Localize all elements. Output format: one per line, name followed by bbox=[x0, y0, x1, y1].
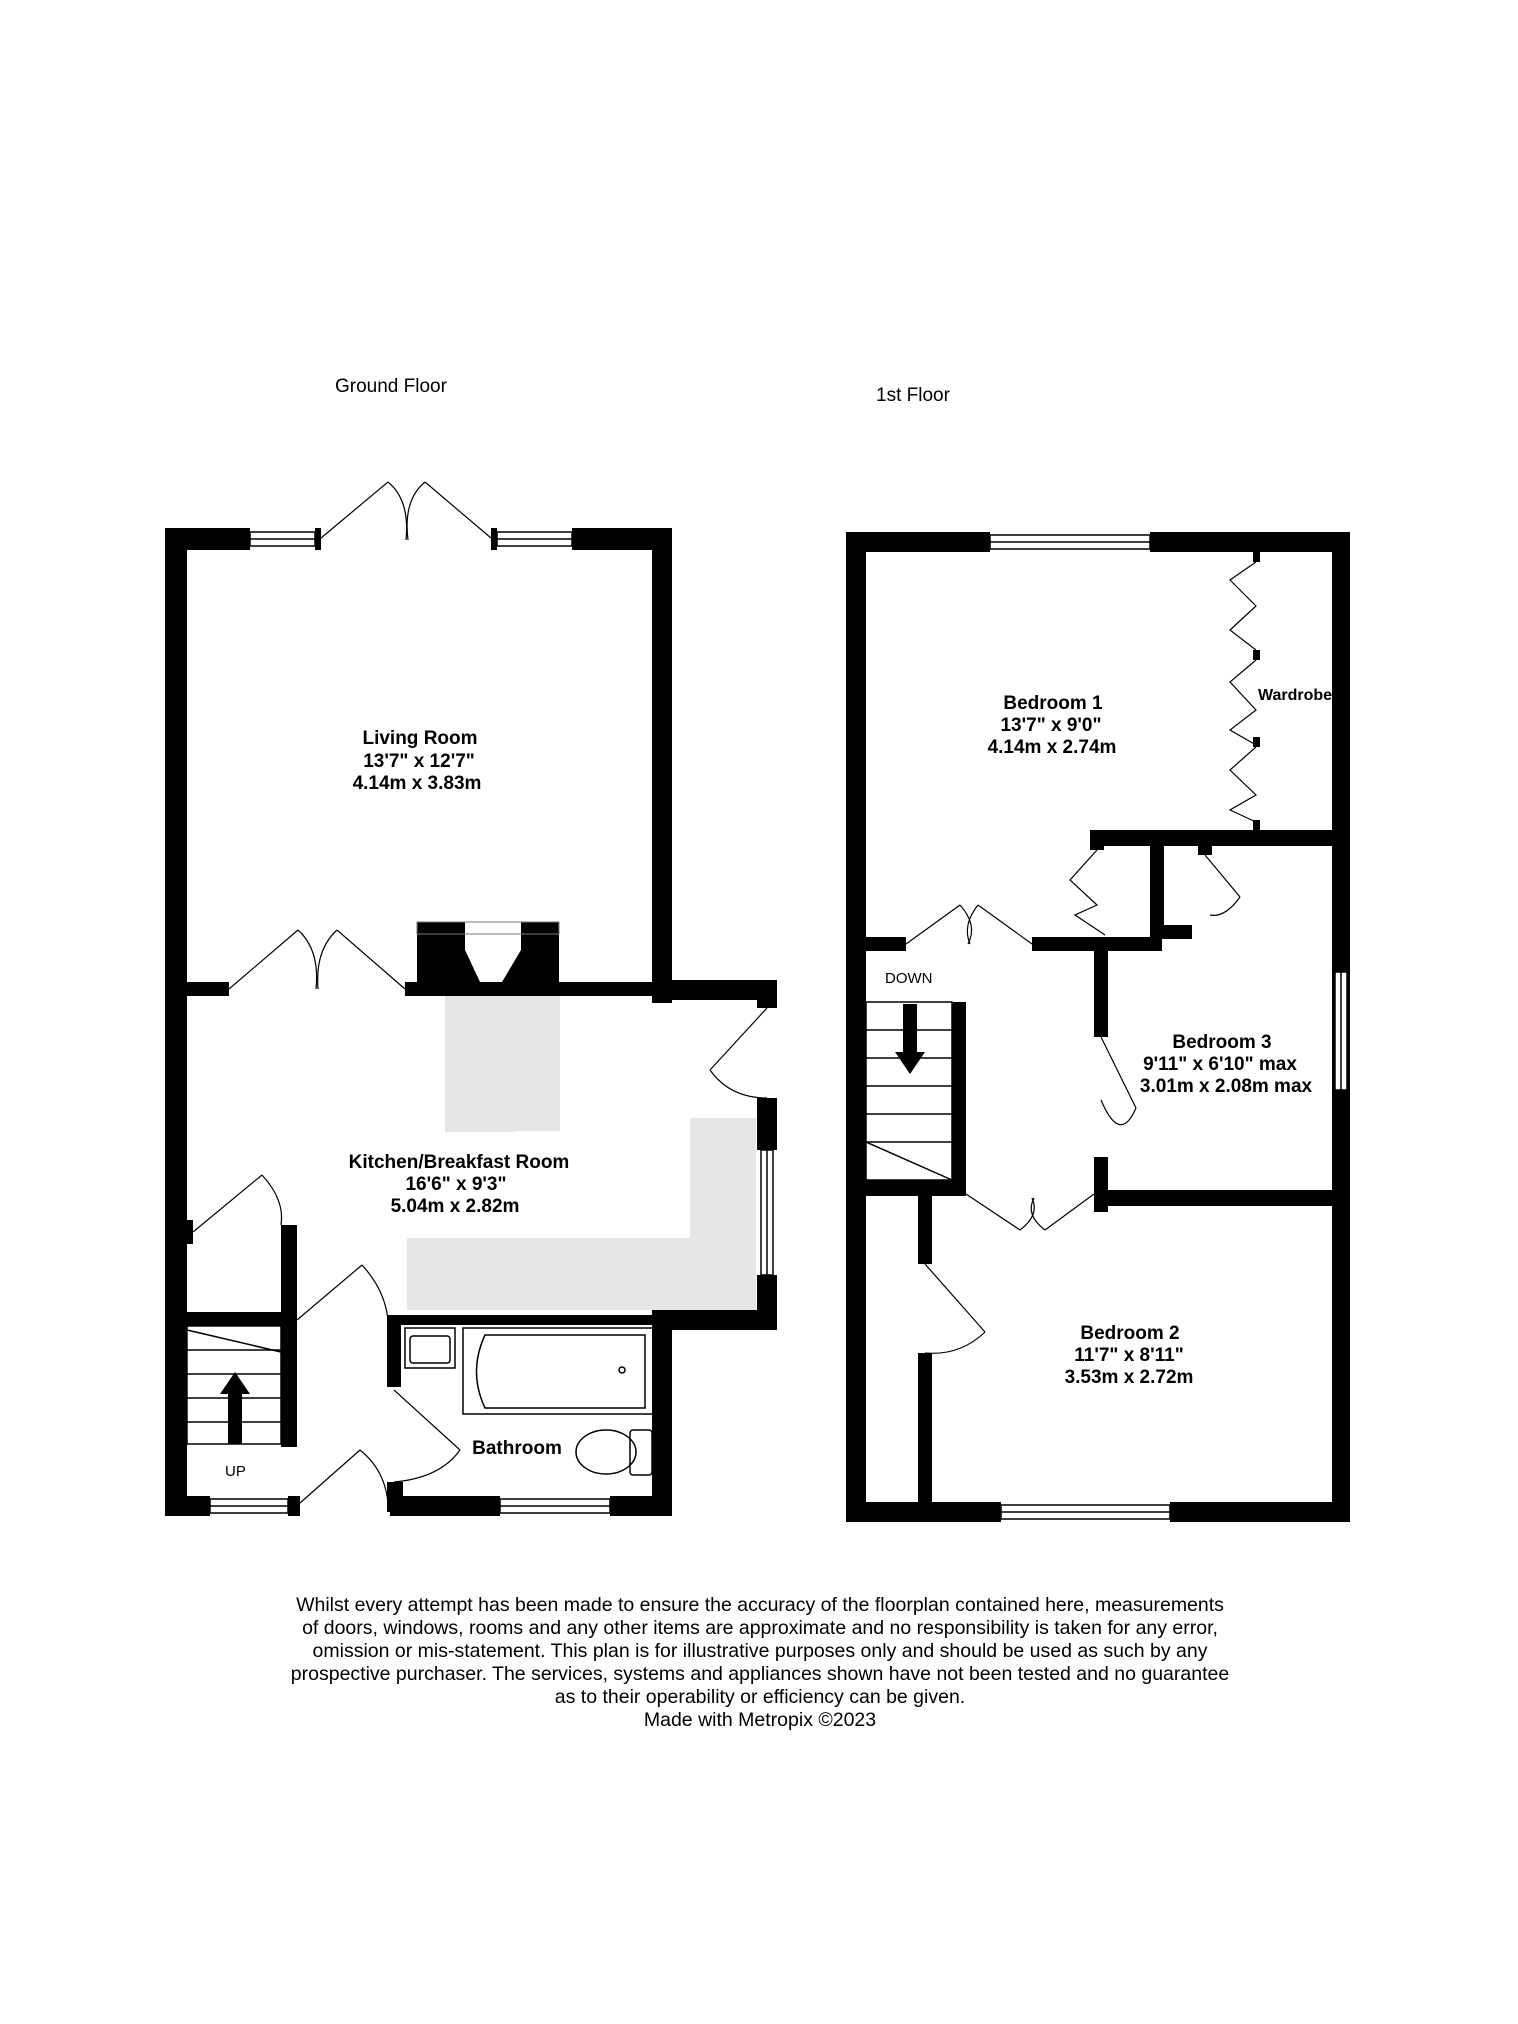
bathroom-name: Bathroom bbox=[472, 1438, 562, 1459]
ground-floor-title: Ground Floor bbox=[335, 376, 447, 397]
living-room-dim-metric: 4.14m x 3.83m bbox=[352, 773, 482, 794]
bedroom1-dim-imperial: 13'7" x 9'0" bbox=[1000, 715, 1102, 736]
kitchen-dim-imperial: 16'6" x 9'3" bbox=[405, 1174, 507, 1195]
living-room-dim-imperial: 13'7" x 12'7" bbox=[363, 751, 475, 772]
wardrobe-label: Wardrobe bbox=[1257, 687, 1333, 704]
stairs-down-label: DOWN bbox=[885, 970, 933, 987]
disclaimer-line: prospective purchaser. The services, systems and appliances shown have not been tested and no guarantee bbox=[290, 1663, 1230, 1685]
bedroom1-name: Bedroom 1 bbox=[1003, 693, 1103, 714]
ground-floor-plan bbox=[165, 482, 777, 1516]
bedroom3-dim-metric: 3.01m x 2.08m max bbox=[1139, 1076, 1313, 1097]
bedroom1-dim-metric: 4.14m x 2.74m bbox=[987, 737, 1117, 758]
living-room-name: Living Room bbox=[362, 728, 478, 749]
bedroom2-dim-metric: 3.53m x 2.72m bbox=[1064, 1367, 1194, 1388]
disclaimer-line: of doors, windows, rooms and any other items are approximate and no responsibility is taken for any error, bbox=[302, 1617, 1218, 1639]
first-floor-title: 1st Floor bbox=[876, 385, 950, 406]
first-doors bbox=[906, 562, 1256, 1353]
disclaimer bbox=[230, 1594, 1290, 1732]
bedroom3-name: Bedroom 3 bbox=[1172, 1032, 1272, 1053]
disclaimer-credit: Made with Metropix ©2023 bbox=[643, 1709, 877, 1731]
toilet bbox=[630, 1430, 652, 1475]
bedroom2-dim-imperial: 11'7" x 8'11" bbox=[1074, 1345, 1184, 1366]
up-arrow-icon bbox=[220, 1372, 250, 1444]
down-arrow-icon bbox=[895, 1004, 925, 1074]
stairs-up-label: UP bbox=[225, 1463, 246, 1480]
basin bbox=[405, 1328, 455, 1368]
bedroom3-dim-imperial: 9'11" x 6'10" max bbox=[1143, 1054, 1297, 1075]
kitchen-dim-metric: 5.04m x 2.82m bbox=[390, 1196, 520, 1217]
disclaimer-line: as to their operability or efficiency can be given. bbox=[554, 1686, 966, 1708]
disclaimer-line: omission or mis-statement. This plan is for illustrative purposes only and should be used as such by any bbox=[312, 1640, 1208, 1662]
kitchen-name: Kitchen/Breakfast Room bbox=[348, 1152, 570, 1173]
bedroom2-name: Bedroom 2 bbox=[1080, 1323, 1180, 1344]
disclaimer-line: Whilst every attempt has been made to ensure the accuracy of the floorplan contained here, measurements bbox=[296, 1594, 1224, 1616]
bath bbox=[463, 1328, 655, 1414]
